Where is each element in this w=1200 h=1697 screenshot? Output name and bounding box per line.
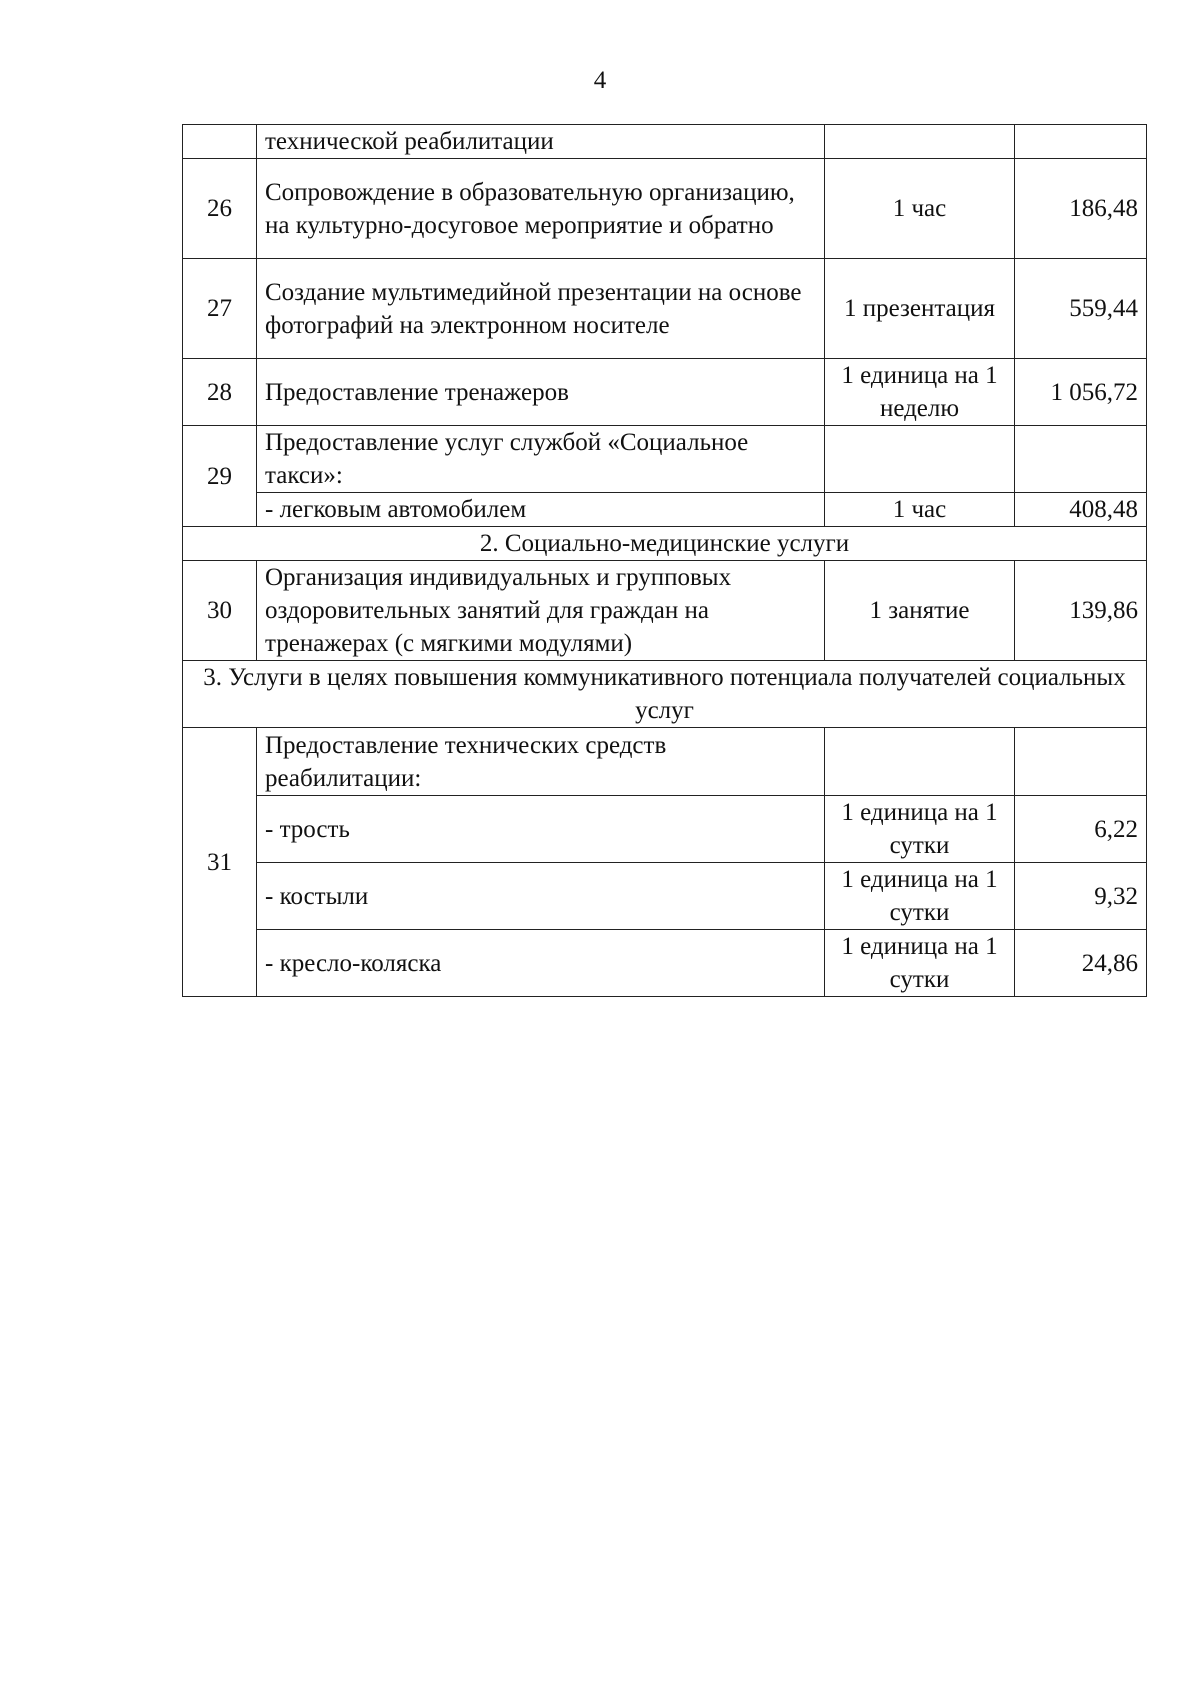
row-number: 31 bbox=[183, 728, 257, 997]
service-sub-description: - костыли bbox=[257, 863, 825, 930]
service-description: технической реабилитации bbox=[257, 125, 825, 159]
table-row bbox=[183, 728, 1147, 796]
unit-of-service: 1 единица на 1 сутки bbox=[825, 796, 1015, 863]
unit-of-service: 1 презентация bbox=[825, 259, 1015, 359]
row-number bbox=[183, 125, 257, 159]
service-description: Организация индивидуальных и групповых оздоровительных занятий для граждан на тренажерах (с мягкими модулями) bbox=[257, 561, 825, 661]
service-description: Предоставление тренажеров bbox=[257, 359, 825, 426]
unit-of-service: 1 единица на 1 сутки bbox=[825, 930, 1015, 997]
service-price bbox=[1015, 426, 1147, 493]
unit-of-service bbox=[825, 426, 1015, 493]
row-number: 29 bbox=[183, 426, 257, 527]
service-sub-description: - легковым автомобилем bbox=[257, 493, 825, 527]
service-price: 139,86 bbox=[1015, 561, 1147, 661]
unit-of-service: 1 единица на 1 неделю bbox=[825, 359, 1015, 426]
table-row bbox=[183, 125, 1147, 159]
service-price: 408,48 bbox=[1015, 493, 1147, 527]
section-header-row bbox=[183, 527, 1147, 561]
unit-of-service: 1 час bbox=[825, 159, 1015, 259]
page-number: 4 bbox=[593, 67, 607, 94]
service-price: 6,22 bbox=[1015, 796, 1147, 863]
service-price: 1 056,72 bbox=[1015, 359, 1147, 426]
service-price: 559,44 bbox=[1015, 259, 1147, 359]
service-price bbox=[1015, 728, 1147, 796]
service-description: Создание мультимедийной презентации на основе фотографий на электронном носителе bbox=[257, 259, 825, 359]
row-number: 30 bbox=[183, 561, 257, 661]
unit-of-service bbox=[825, 728, 1015, 796]
service-sub-description: - трость bbox=[257, 796, 825, 863]
table-row bbox=[183, 561, 1147, 661]
table-row bbox=[183, 493, 1147, 527]
table-row bbox=[183, 863, 1147, 930]
table-row bbox=[183, 426, 1147, 493]
section-title: 2. Социально-медицинские услуги bbox=[183, 527, 1147, 561]
service-price: 24,86 bbox=[1015, 930, 1147, 997]
unit-of-service: 1 час bbox=[825, 493, 1015, 527]
row-number: 27 bbox=[183, 259, 257, 359]
section-title: 3. Услуги в целях повышения коммуникативного потенциала получателей социальных услуг bbox=[183, 661, 1147, 728]
unit-of-service bbox=[825, 125, 1015, 159]
unit-of-service: 1 занятие bbox=[825, 561, 1015, 661]
service-description: Предоставление технических средств реабилитации: bbox=[257, 728, 825, 796]
service-price: 9,32 bbox=[1015, 863, 1147, 930]
service-description: Сопровождение в образовательную организацию, на культурно-досуговое мероприятие и обратно bbox=[257, 159, 825, 259]
row-number: 26 bbox=[183, 159, 257, 259]
row-number: 28 bbox=[183, 359, 257, 426]
table-row bbox=[183, 159, 1147, 259]
section-header-row bbox=[183, 661, 1147, 728]
table-row bbox=[183, 796, 1147, 863]
table-row bbox=[183, 259, 1147, 359]
service-sub-description: - кресло-коляска bbox=[257, 930, 825, 997]
table-row bbox=[183, 359, 1147, 426]
table-row bbox=[183, 930, 1147, 997]
service-price: 186,48 bbox=[1015, 159, 1147, 259]
services-price-table bbox=[182, 124, 1147, 997]
service-price bbox=[1015, 125, 1147, 159]
unit-of-service: 1 единица на 1 сутки bbox=[825, 863, 1015, 930]
service-description: Предоставление услуг службой «Социальное такси»: bbox=[257, 426, 825, 493]
